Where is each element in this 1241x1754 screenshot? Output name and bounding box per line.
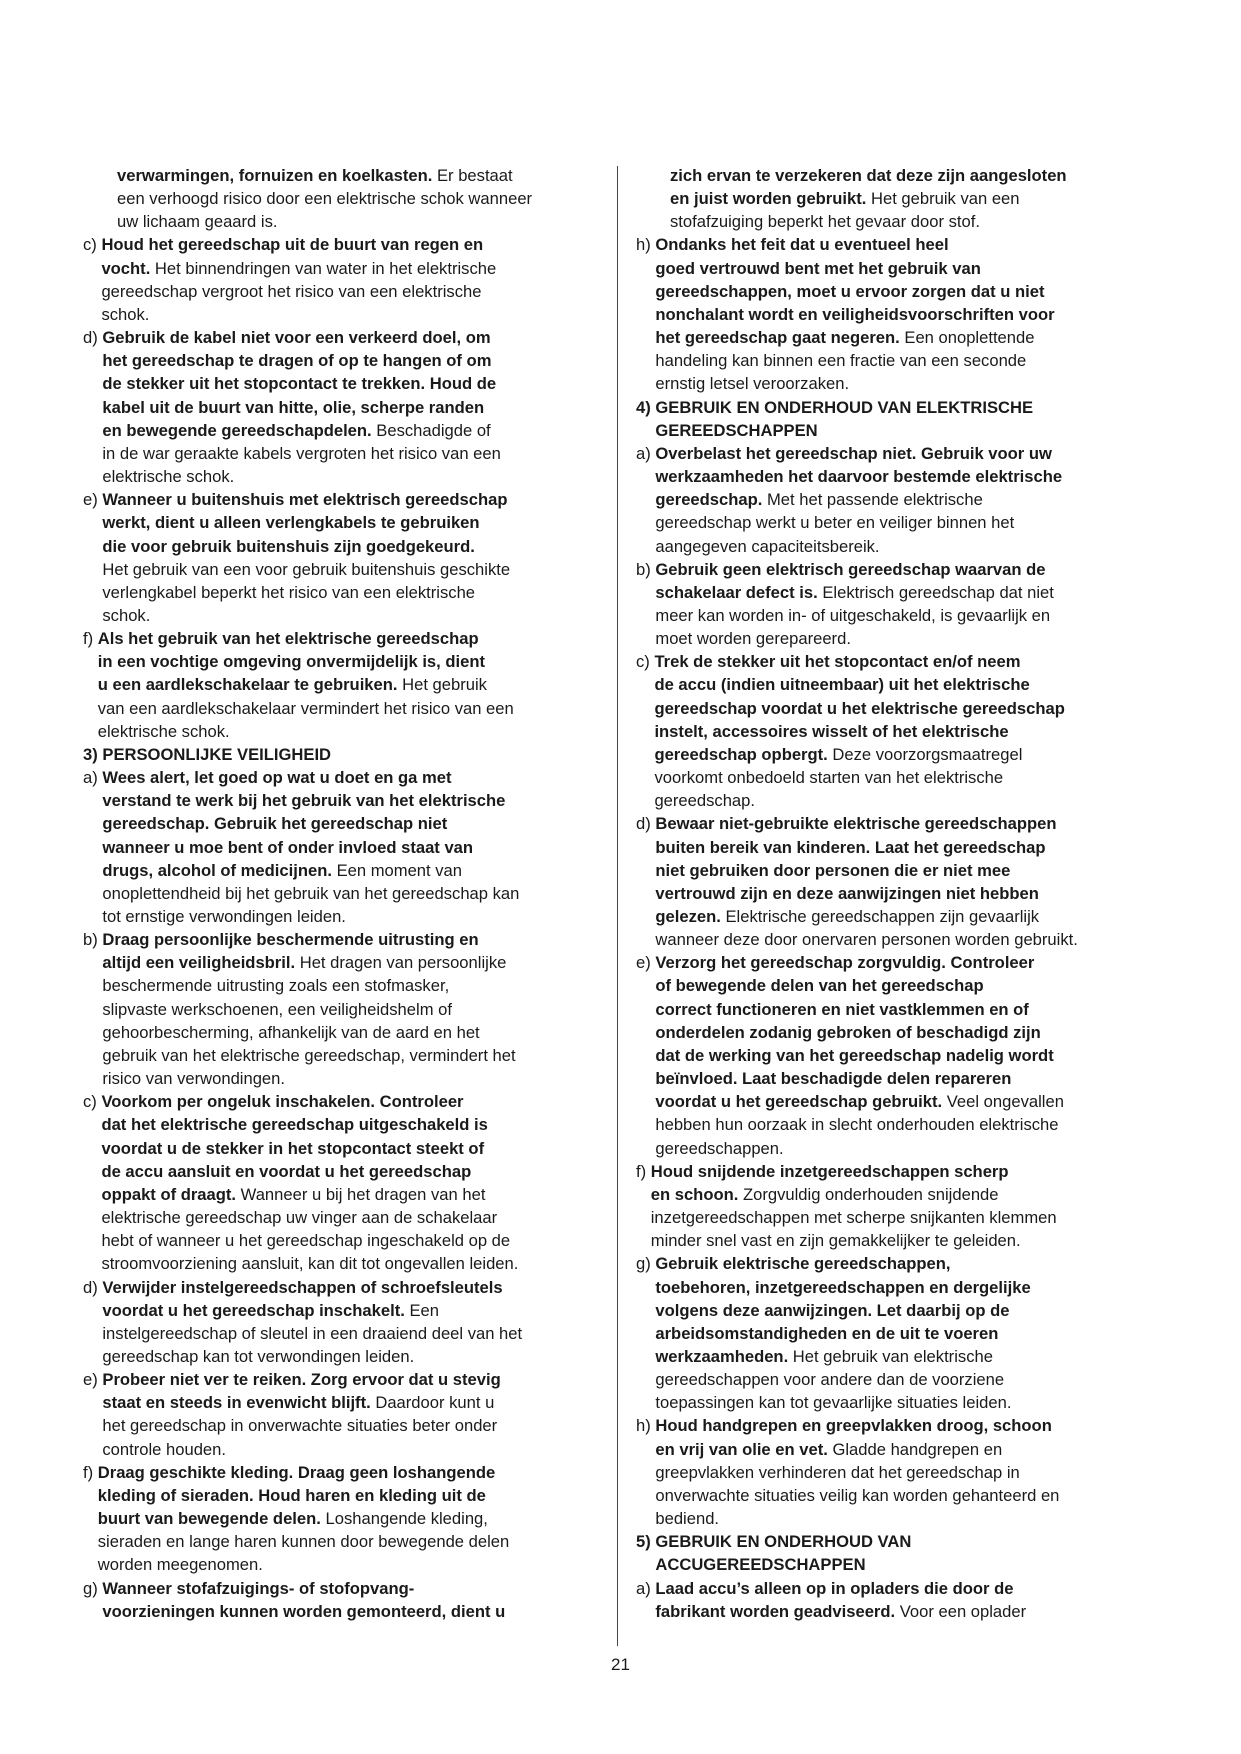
list-item-text <box>655 442 1156 558</box>
bold-text: Houd snijdende inzetgereedschappen scherp en schoon. <box>650 1161 1009 1204</box>
list-label: e) <box>83 1370 103 1390</box>
body-text: Een moment van onoplettendheid bij het gebruik van het gereedschap kan tot ernstige verwondingen leiden. <box>102 860 520 926</box>
body-text: Loshangende kleding, sieraden en lange haren kunnen door bewegende delen worden meegenomen. <box>97 1509 510 1575</box>
list-item-text <box>655 1577 1156 1623</box>
bold-text: Voorkom per ongeluk inschakelen. Controleer dat het elektrische gereedschap uitgeschakeld is voordat u de stekker in het stopcontact steekt of de accu aansluit en voordat u het gereedschap oppakt of draagt. <box>101 1092 488 1204</box>
list-item-e <box>83 488 610 627</box>
list-item-e <box>83 1368 610 1461</box>
list-item-h <box>636 1414 1156 1530</box>
list-item-text <box>655 558 1156 651</box>
bold-text: Gebruik elektrische gereedschappen, toebehoren, inzetgereedschappen en dergelijke volgens deze aanwijzingen. Let daarbij op de arbeidsomstandigheden en de uit te voeren werkzaamheden. <box>655 1254 1031 1366</box>
right-column <box>636 164 1156 1623</box>
body-text: Elektrisch gereedschap dat niet meer kan worden in- of uitgeschakeld, is gevaarlijk en moet worden gerepareerd. <box>655 582 1054 649</box>
list-label: a) <box>83 768 103 788</box>
section-heading-4 <box>636 396 1156 442</box>
list-label: b) <box>636 559 656 579</box>
section-heading-3 <box>83 743 610 766</box>
list-label: h) <box>636 235 656 255</box>
list-item-text <box>654 650 1156 812</box>
section-heading-5 <box>636 1530 1156 1576</box>
list-label: d) <box>83 1277 103 1297</box>
list-item-c <box>83 233 610 326</box>
list-item-text <box>102 1577 610 1623</box>
list-item-text <box>102 326 610 488</box>
body-text: Het gebruik van een aardlekschakelaar vermindert het risico van een elektrische schok. <box>97 675 514 741</box>
list-item-text <box>102 1276 610 1369</box>
bold-text: Trek de stekker uit het stopcontact en/of neem de accu (indien uitneembaar) uit het elektrische gereedschap voordat u het elektrische gereedschap instelt, accessoires wisselt of het elektrische gereedschap opbergt. <box>654 652 1065 764</box>
bold-text: Gebruik geen elektrisch gereedschap waarvan de schakelaar defect is. <box>655 559 1046 602</box>
left-column <box>83 164 610 1623</box>
section-number: 3) <box>83 744 103 764</box>
section-number: 5) <box>636 1532 656 1552</box>
list-item-text <box>101 233 610 326</box>
paragraph-continuation <box>636 164 1156 233</box>
body-text: Veel ongevallen hebben hun oorzaak in slecht onderhouden elektrische gereedschappen. <box>655 1092 1064 1158</box>
list-item-a <box>636 1577 1156 1623</box>
list-item-g <box>636 1252 1156 1414</box>
section-title: GEBRUIK EN ONDERHOUD VAN ELEKTRISCHE GEREEDSCHAPPEN <box>655 397 1034 440</box>
list-item-c <box>83 1090 610 1275</box>
bold-text: Gebruik de kabel niet voor een verkeerd doel, om het gereedschap te dragen of op te hangen of om de stekker uit het stopcontact te trekken. Houd de kabel uit de buurt van hitte, olie, scherpe randen en bewegende gereedschapdelen. <box>102 328 497 440</box>
list-item-h <box>636 233 1156 395</box>
list-item-f <box>636 1160 1156 1253</box>
bold-text: Draag persoonlijke beschermende uitrusting en altijd een veiligheidsbril. <box>102 930 479 973</box>
list-label: a) <box>636 443 656 463</box>
list-label: c) <box>83 235 102 255</box>
bold-text: Bewaar niet-gebruikte elektrische gereedschappen buiten bereik van kinderen. Laat het gereedschap niet gebruiken door personen die er niet mee vertrouwd zijn en deze aanwijzingen niet hebben gelezen. <box>655 814 1057 926</box>
list-label: b) <box>83 930 103 950</box>
list-item-text <box>655 1414 1156 1530</box>
list-label: g) <box>83 1578 103 1598</box>
list-item-text <box>655 1252 1156 1414</box>
list-item-d <box>83 326 610 488</box>
list-label: c) <box>636 652 655 672</box>
list-item-text <box>101 1090 610 1275</box>
body-text: Het gebruik van een voor gebruik buitenshuis geschikte verlengkabel beperkt het risico van een elektrische schok. <box>102 559 511 625</box>
list-item-d <box>636 812 1156 951</box>
list-item-a <box>636 442 1156 558</box>
list-label: g) <box>636 1254 656 1274</box>
body-text: Deze voorzorgsmaatregel voorkomt onbedoeld starten van het elektrische gereedschap. <box>654 744 1023 811</box>
list-label: h) <box>636 1416 656 1436</box>
list-label: d) <box>83 328 103 348</box>
body-text: Het gebruik van elektrische gereedschappen voor andere dan de voorziene toepassingen kan tot gevaarlijke situaties leiden. <box>655 1346 1012 1413</box>
bold-text: Als het gebruik van het elektrische gereedschap in een vochtige omgeving onvermijdelijk is, dient u een aardlekschakelaar te gebruiken. <box>97 629 486 695</box>
body-text: Gladde handgrepen en greepvlakken verhinderen dat het gereedschap in onverwachte situaties veilig kan worden gehanteerd en bediend. <box>655 1439 1060 1529</box>
list-item-text <box>102 488 610 627</box>
body-text: Een onoplettende handeling kan binnen een fractie van een seconde ernstig letsel veroorzaken. <box>655 328 1035 394</box>
bold-text: Overbelast het gereedschap niet. Gebruik voor uw werkzaamheden het daarvoor bestemde elektrische gereedschap. <box>655 443 1063 510</box>
list-item-text <box>651 1160 1156 1253</box>
body-text: Elektrische gereedschappen zijn gevaarlijk wanneer deze door onervaren personen worden gebruikt. <box>655 907 1078 950</box>
bold-text: Houd het gereedschap uit de buurt van regen en vocht. <box>101 235 484 278</box>
list-item-text <box>98 1461 610 1577</box>
bold-text: Laad accu’s alleen op in opladers die door de fabrikant worden geadviseerd. <box>655 1578 1014 1621</box>
bold-text: Verwijder instelgereedschappen of schroefsleutels voordat u het gereedschap inschakelt. <box>102 1277 503 1320</box>
list-item-text <box>102 766 610 928</box>
column-divider <box>617 166 618 1646</box>
list-label: f) <box>636 1161 651 1181</box>
bold-text: zich ervan te verzekeren dat deze zijn aangesloten en juist worden gebruikt. <box>670 166 1067 209</box>
list-label: e) <box>83 490 103 510</box>
bold-text: Verzorg het gereedschap zorgvuldig. Controleer of bewegende delen van het gereedschap correct functioneren en niet vastklemmen en of onderdelen zodanig gebroken of beschadigd zijn dat de werking van het gereedschap nadelig wordt beïnvloed. Laat beschadigde delen repareren voordat u het gereedschap gebruikt. <box>655 953 1054 1112</box>
body-text: Wanneer u bij het dragen van het elektrische gereedschap uw vinger aan de schakelaar hebt of wanneer u het gereedschap ingeschakeld op de stroomvoorziening aansluit, kan dit tot ongevallen leiden. <box>101 1184 519 1274</box>
bold-text: Houd handgrepen en greepvlakken droog, schoon en vrij van olie en vet. <box>655 1416 1052 1459</box>
list-item-b <box>636 558 1156 651</box>
list-item-f <box>83 627 610 743</box>
list-item-text <box>102 1368 610 1461</box>
list-item-d <box>83 1276 610 1369</box>
bold-text: Ondanks het feit dat u eventueel heel goed vertrouwd bent met het gebruik van gereedschappen, moet u ervoor zorgen dat u niet nonchalant wordt en veiligheidsvoorschriften voor het gereedschap gaat negeren. <box>655 235 1055 348</box>
bold-text: Draag geschikte kleding. Draag geen loshangende kleding of sieraden. Houd haren en kleding uit de buurt van bewegende delen. <box>97 1462 496 1529</box>
list-item-f <box>83 1461 610 1577</box>
list-item-text <box>655 233 1156 395</box>
list-label: f) <box>83 1462 98 1482</box>
list-item-text <box>655 951 1156 1159</box>
paragraph-continuation <box>83 164 610 233</box>
bold-text: Wanneer u buitenshuis met elektrisch gereedschap werkt, dient u alleen verlengkabels te gebruiken die voor gebruik buitenshuis zijn goedgekeurd. <box>102 490 508 556</box>
body-text: Het binnendringen van water in het elektrische gereedschap vergroot het risico van een elektrische schok. <box>101 258 497 324</box>
list-label: c) <box>83 1092 102 1112</box>
list-item-b <box>83 928 610 1090</box>
bold-text: Wanneer stofafzuigings- of stofopvang- voorzieningen kunnen worden gemonteerd, dient u <box>102 1578 506 1621</box>
section-title: GEBRUIK EN ONDERHOUD VAN ACCUGEREEDSCHAPPEN <box>655 1532 912 1575</box>
list-label: d) <box>636 814 656 834</box>
body-text: Met het passende elektrische gereedschap werkt u beter en veiliger binnen het aangegeven capaciteitsbereik. <box>655 490 1015 556</box>
body-text: Er bestaat een verhoogd risico door een elektrische schok wanneer uw lichaam geaard is. <box>117 166 533 232</box>
body-text: Het dragen van persoonlijke beschermende uitrusting zoals een stofmasker, slipvaste werkschoenen, een veiligheidshelm of gehoorbescherming, afhankelijk van de aard en het gebruik van het elektrische gereedschap, vermindert het risico van verwondingen. <box>102 953 516 1089</box>
list-item-text <box>98 627 610 743</box>
list-item-a <box>83 766 610 928</box>
body-text: Beschadigde of in de war geraakte kabels vergroten het risico van een elektrische schok. <box>102 420 501 487</box>
list-label: a) <box>636 1578 656 1598</box>
bold-text: Wees alert, let goed op wat u doet en ga met verstand te werk bij het gebruik van het elektrische gereedschap. Gebruik het gereedschap niet wanneer u moe bent of onder invloed staat van drugs, alcohol of medicijnen. <box>102 768 506 880</box>
body-text: Het gebruik van een stofafzuiging beperkt het gevaar door stof. <box>670 189 1020 232</box>
bold-text: verwarmingen, fornuizen en koelkasten. <box>117 166 433 185</box>
section-title: PERSOONLIJKE VEILIGHEID <box>102 744 332 764</box>
bold-text: Probeer niet ver te reiken. Zorg ervoor dat u stevig staat en steeds in evenwicht blijft. <box>102 1370 501 1413</box>
body-text: Zorgvuldig onderhouden snijdende inzetgereedschappen met scherpe snijkanten klemmen minder snel vast en zijn gemakkelijker te geleiden. <box>650 1184 1057 1251</box>
body-text: Daardoor kunt u het gereedschap in onverwachte situaties beter onder controle houden. <box>102 1393 498 1459</box>
list-item-c <box>636 650 1156 812</box>
list-item-text <box>102 928 610 1090</box>
list-label: f) <box>83 629 98 649</box>
body-text: Een instelgereedschap of sleutel in een draaiend deel van het gereedschap kan tot verwondingen leiden. <box>102 1300 523 1366</box>
list-item-text <box>655 812 1156 951</box>
list-item-e <box>636 951 1156 1159</box>
section-number: 4) <box>636 397 656 417</box>
list-item-g <box>83 1577 610 1623</box>
body-text: Voor een oplader <box>895 1601 1027 1621</box>
page-number: 21 <box>611 1655 630 1674</box>
list-label: e) <box>636 953 656 973</box>
